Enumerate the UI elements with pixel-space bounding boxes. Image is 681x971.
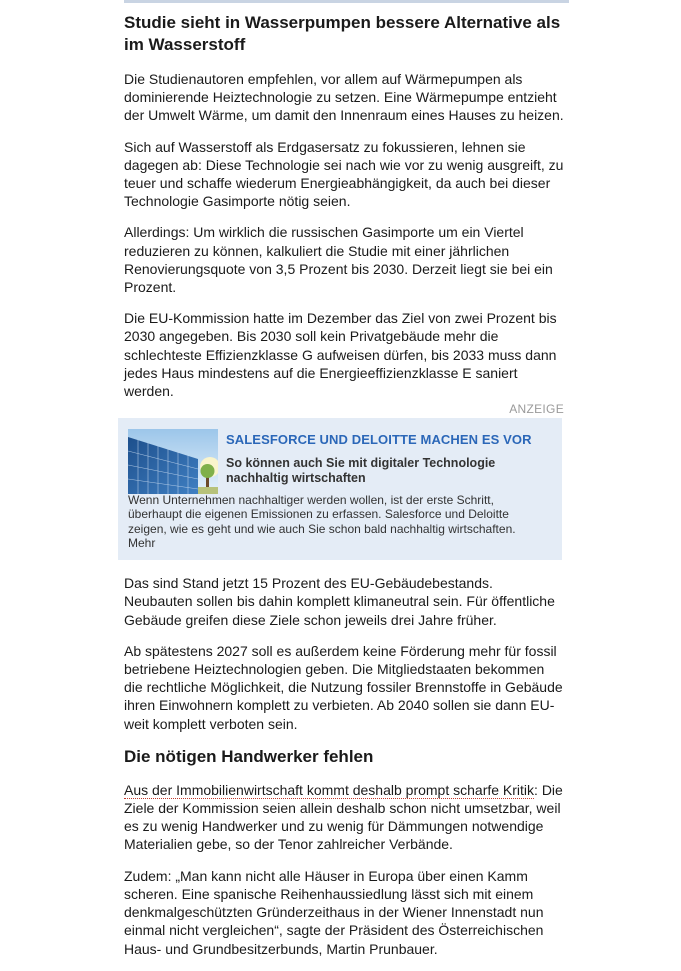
ad-title[interactable]: SALESFORCE UND DELOITTE MACHEN ES VOR: [226, 432, 532, 448]
paragraph: Die Studienautoren empfehlen, vor allem auf Wärmepumpen als dominierende Heiztechnologie zu setzen. Eine Wärmepumpe entzieht der Umwelt Wärme, um damit den Innenraum eines Hauses zu heizen.: [124, 71, 564, 124]
ad-more-link[interactable]: Mehr: [128, 535, 156, 550]
paragraph-with-link: [124, 781, 564, 854]
paragraph: Zudem: „Man kann nicht alle Häuser in Europa über einen Kamm scheren. Eine spanische Reihenhaussiedlung lässt sich mit einem denkmalgeschützten Gründerzeithaus in der Wiener Innenstadt nun einmal nicht vergleichen“, sagte der Präsident des Österreichischen Haus- und Grundbesitzerbunds, Martin Prunbauer.: [124, 867, 544, 957]
paragraph: Die EU-Kommission hatte im Dezember das Ziel von zwei Prozent bis 2030 angegeben. Bis 2030 soll kein Privatgebäude mehr die schlechteste Effizienzklasse G aufweisen dürfen, bis 2033 muss dann jedes Haus mindestens auf die Energieeffizienzklasse E saniert werden.: [124, 310, 557, 400]
paragraph: Ab spätestens 2027 soll es außerdem keine Förderung mehr für fossil betriebene Heiztechnologien geben. Die Mitgliedstaaten bekommen die rechtliche Möglichkeit, die Nutzung fossiler Brennstoffe in Gebäude ihren Einwohnern komplett zu verbieten. Ab 2040 sollen sie dann EU-weit komplett verboten sein.: [124, 642, 563, 732]
advertisement-box[interactable]: [118, 418, 562, 560]
section-heading-craftsmen: Die nötigen Handwerker fehlen: [124, 746, 374, 766]
section-heading-heatpumps: Studie sieht in Wasserpumpen bessere Alternative als im Wasserstoff: [124, 13, 561, 54]
ad-body-text: Wenn Unternehmen nachhaltiger werden wollen, ist der erste Schritt, überhaupt die eigenen Emissionen zu erfassen. Salesforce und Deloitte zeigen, wie es geht und wie auch Sie schon bald nachhaltig wirtschaften.: [128, 493, 516, 536]
ad-text: [128, 493, 548, 550]
top-divider: [124, 0, 569, 3]
paragraph: Sich auf Wasserstoff als Erdgasersatz zu fokussieren, lehnen sie dagegen ab: Diese Technologie sei nach wie vor zu wenig ausgreift, zu teuer und schaffe wiederum Energieabhängigkeit, da auch bei dieser Technologie Gasimporte nötig seien.: [124, 138, 564, 210]
paragraph: Das sind Stand jetzt 15 Prozent des EU-Gebäudebestands. Neubauten sollen bis dahin komplett klimaneutral sein. Für öffentliche Gebäude greifen diese Ziele schon jeweils drei Jahre früher.: [124, 575, 555, 628]
article-body: [124, 12, 564, 971]
inline-article-link[interactable]: Aus der Immobilienwirtschaft kommt deshalb prompt scharfe Kritik: [124, 781, 535, 798]
paragraph-text: : Die Ziele der Kommission seien allein deshalb schon nicht umsetzbar, weil es zu wenig Handwerker und zu wenig für Dämmungen notwendige Materialien gebe, so der Tenor zahlreicher Verbände.: [124, 781, 563, 853]
paragraph: Allerdings: Um wirklich die russischen Gasimporte um ein Viertel reduzieren zu können, kalkuliert die Studie mit einer jährlichen Renovierungsquote von 3,5 Prozent bis 2030. Derzeit liegt sie bei ein Prozent.: [124, 224, 553, 296]
ad-subtitle[interactable]: So können auch Sie mit digitaler Technologie nachhaltig wirtschaften: [226, 456, 496, 486]
ad-label: ANZEIGE: [509, 402, 564, 417]
solar-panel-image[interactable]: [128, 429, 218, 494]
